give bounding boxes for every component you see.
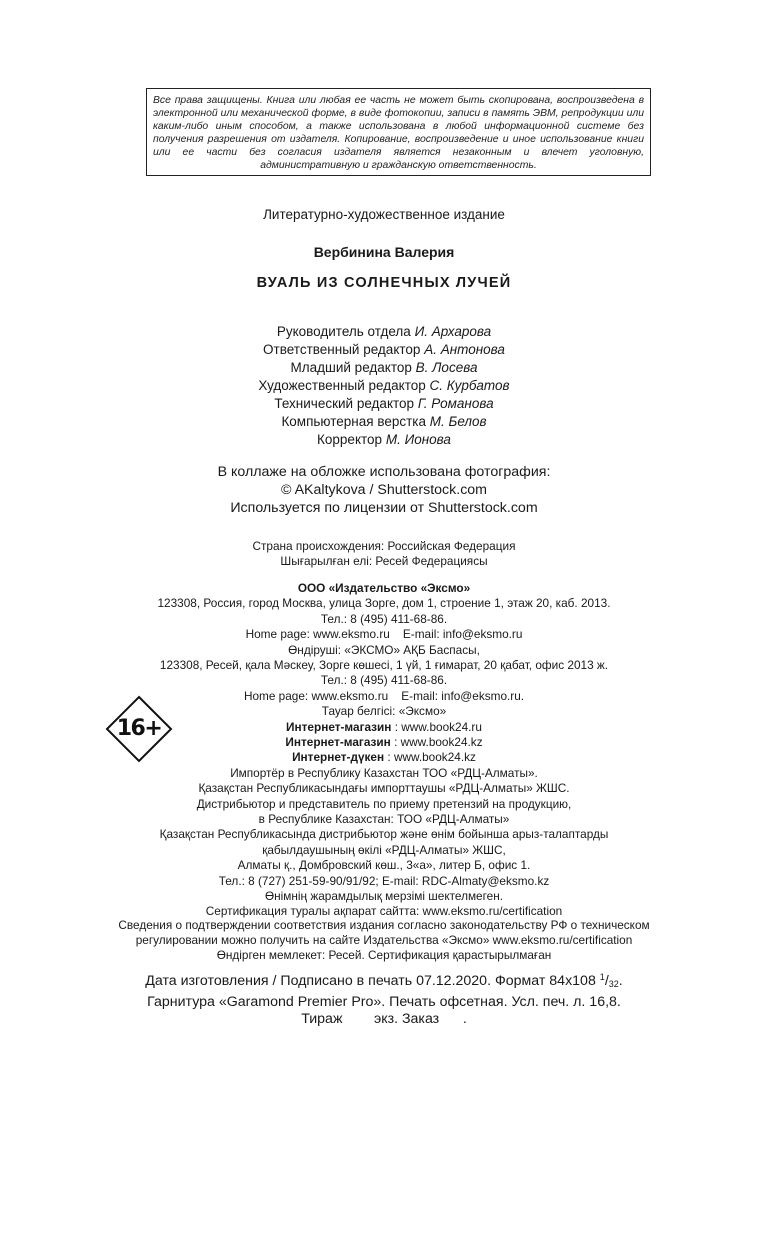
online-shop-ru: Интернет-магазин : www.book24.ru: [286, 719, 482, 734]
staff-row: Компьютерная верстка М. Белов: [281, 414, 487, 429]
kazakhstan-distribution-info: Интернет-магазин : www.book24.kz Интернет-дүкен : www.book24.kz Импортёр в Республику Казахстан ТОО «РДЦ-Алматы». Қазақстан Республикасындағы импорттаушы «РДЦ-Алматы» ЖШС. Дистрибьютор и представитель по приему претензий на продукцию, в Республике Казахстан: ТОО «РДЦ-Алматы» Қазақстан Республикасында дистрибьютор және өнім бойынша арыз-талаптарды қабылдаушының өкілі «РДЦ-Алматы» ЖШС, Алматы қ., Домбровский көш., 3«а», литер Б, офис 1. Тел.: 8 (727) 251-59-90/91/92; E-mail: RDC-Almaty@eksmo.kz Өнімнің жарамдылық мерзімі шектелмеген. Сертификация туралы ақпарат сайтта: www.eksmo.ru/certification: [0, 735, 768, 920]
online-shop-kz-kazakh: Интернет-дүкен : www.book24.kz: [292, 750, 476, 765]
staff-row: Ответственный редактор А. Антонова: [263, 342, 505, 357]
staff-row: Технический редактор Г. Романова: [274, 396, 494, 411]
publisher-info: ООО «Издательство «Эксмо» 123308, Россия, город Москва, улица Зорге, дом 1, строение 1, этаж 20, каб. 2013. Тел.: 8 (495) 411-68-86. Home page: www.eksmo.ru E-mail: info@eksmo.ru Өндіруші: «ЭКСМО» АҚБ Баспасы, 123308, Ресей, қала Мәскеу, Зорге көшесі, 1 үй, 1 ғимарат, 20 қабат, офис 2013 ж. Тел.: 8 (495) 411-68-86. Home page: www.eksmo.ru E-mail: info@eksmo.ru. Тауар белгісі: «Эксмо» Интернет-магазин : www.book24.ru: [0, 581, 768, 735]
book-author: Вербинина Валерия: [313, 244, 455, 260]
publisher-name: ООО «Издательство «Эксмо»: [297, 581, 471, 595]
certification-info: Сведения о подтверждении соответствия издания согласно законодательству РФ о техническом регулировании можно получить на сайте Издательства «Эксмо» www.eksmo.ru/certification Өндірген мемлекет: Ресей. Сертификация қарастырылмаған: [118, 918, 650, 963]
staff-row: Художественный редактор С. Курбатов: [258, 378, 510, 393]
staff-row: Младший редактор В. Лосева: [290, 360, 478, 375]
photo-credit: В коллаже на обложке использована фотография: © AKaltykova / Shutterstock.com Используется по лицензии от Shutterstock.com: [217, 464, 551, 516]
staff-list: [0, 323, 768, 449]
print-date-format: Дата изготовления / Подписано в печать 07.12.2020. Формат 84x108 $^1/_{32}$.: [145, 972, 623, 989]
rights-notice-box: [146, 88, 651, 176]
print-typeface: Гарнитура «Garamond Premier Pro». Печать офсетная. Усл. печ. л. 16,8.: [147, 993, 621, 1010]
book-title: ВУАЛЬ ИЗ СОЛНЕЧНЫХ ЛУЧЕЙ: [256, 275, 512, 291]
edition-type: Литературно-художественное издание: [263, 207, 505, 222]
print-info: [0, 969, 768, 1029]
staff-row: Корректор М. Ионова: [317, 432, 451, 447]
country-of-origin: Страна происхождения: Российская Федерация Шығарылған елі: Ресей Федерациясы: [252, 539, 516, 568]
print-run: Тираж экз. Заказ .: [301, 1011, 467, 1027]
online-shop-kz: Интернет-магазин : www.book24.kz: [285, 735, 483, 749]
rights-notice-text: Все права защищены. Книга или любая ее часть не может быть скопирована, воспроизведена в электронной или механической форме, в виде фотокопии, записи в память ЭВМ, репродукции или каким-либо иным способом, а также использована в любой информационной системе без получения разрешения от издателя. Копирование, воспроизведение и иное использование книги или ее части без согласия издателя является незаконным и влечет уголовную, административную и гражданскую ответственность.: [153, 95, 644, 171]
staff-row: Руководитель отдела И. Архарова: [276, 324, 492, 339]
age-rating-label: 16+: [116, 716, 162, 741]
